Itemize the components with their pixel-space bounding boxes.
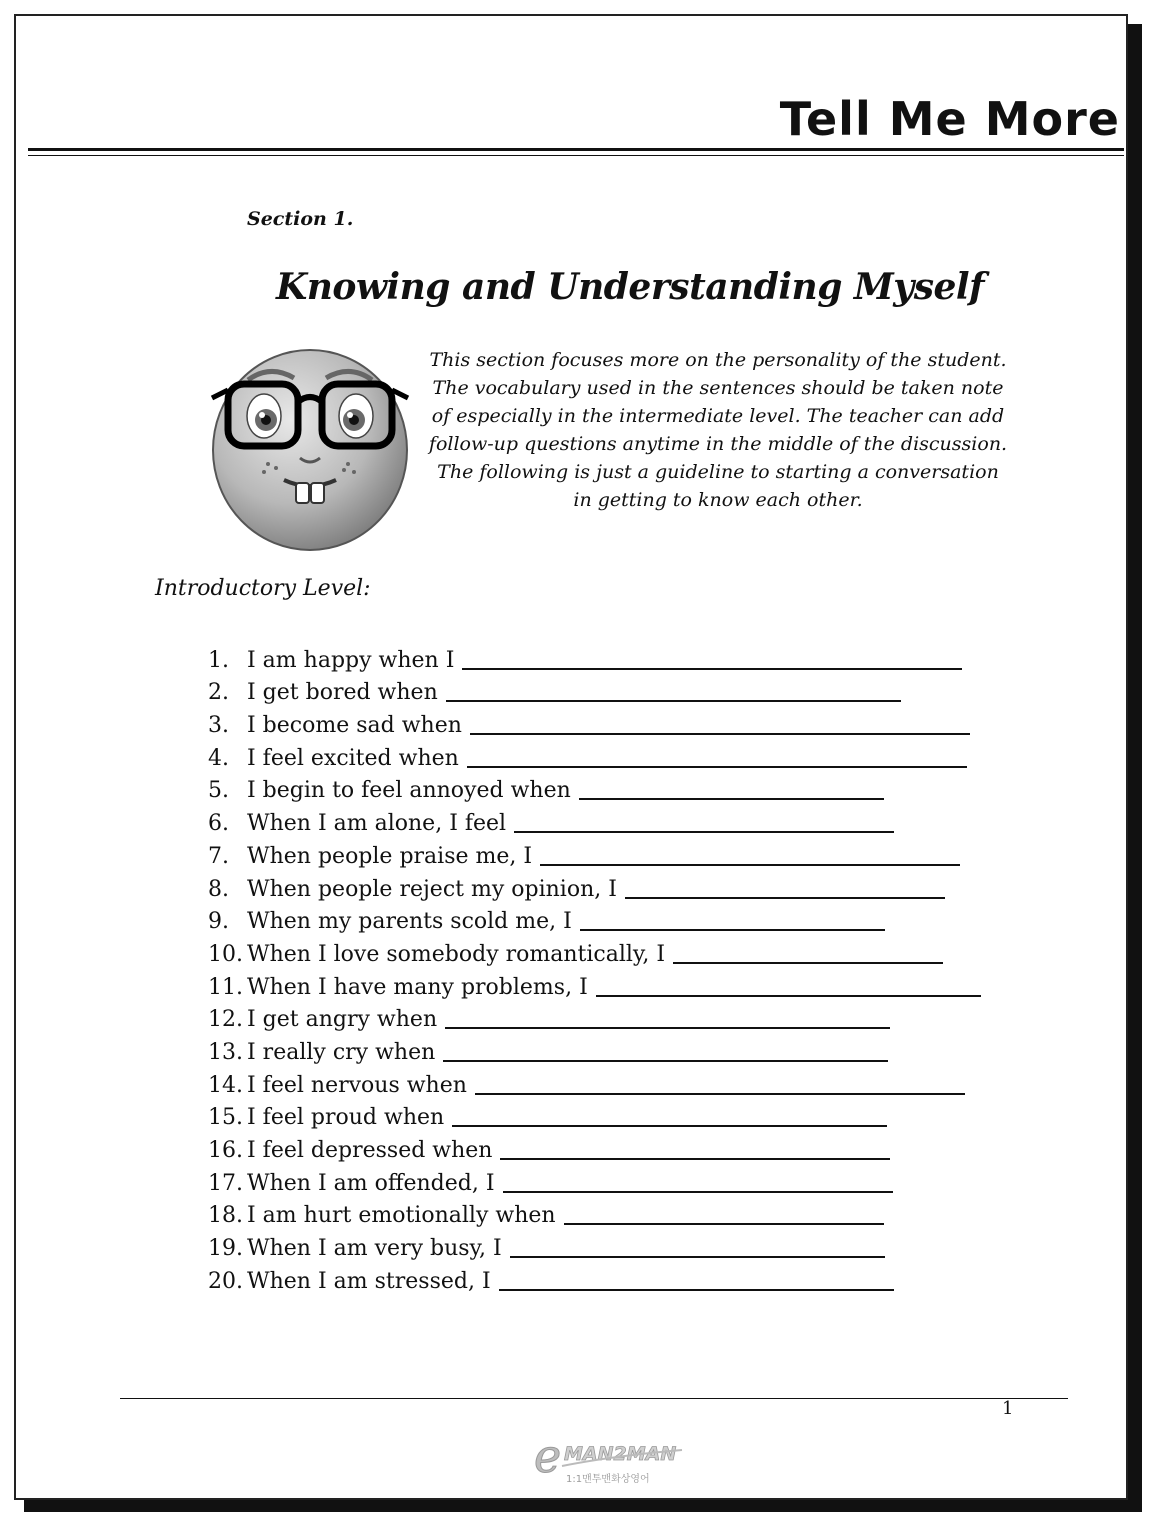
item-text: I am hurt emotionally when: [247, 1203, 556, 1229]
answer-blank[interactable]: [564, 1203, 884, 1225]
item-text: I am happy when I: [247, 647, 455, 673]
page-number: 1: [1002, 1398, 1014, 1419]
item-text: When I am stressed, I: [247, 1268, 491, 1294]
item-text: When I am very busy, I: [247, 1236, 502, 1262]
answer-blank[interactable]: [503, 1171, 893, 1193]
list-item: [208, 1098, 981, 1131]
answer-blank[interactable]: [514, 811, 894, 833]
eman2man-logo-icon: [532, 1432, 688, 1490]
list-item: [208, 705, 981, 738]
item-number: 10.: [208, 941, 243, 967]
list-item: [208, 673, 981, 706]
answer-blank[interactable]: [443, 1040, 888, 1062]
nerd-smiley-face-icon: [208, 340, 412, 552]
item-number: 16.: [208, 1138, 243, 1163]
description-line: of especially in the intermediate level. The teacher can add: [431, 405, 1005, 427]
item-text: When people reject my opinion, I: [247, 876, 617, 902]
item-text: I become sad when: [247, 713, 462, 739]
list-item: [208, 738, 981, 771]
answer-blank[interactable]: [462, 648, 962, 670]
item-number: 3.: [208, 713, 229, 739]
title-rule-thin: [28, 155, 1124, 156]
list-item: [208, 1163, 981, 1196]
item-number: 17.: [208, 1170, 243, 1196]
section-description: [412, 346, 1024, 514]
list-item: [208, 1228, 981, 1261]
item-number: 7.: [208, 843, 229, 869]
footer-rule: [120, 1398, 1068, 1399]
section-heading: Knowing and Understanding Myself: [275, 266, 985, 308]
answer-blank[interactable]: [445, 1007, 890, 1029]
item-number: 14.: [208, 1072, 243, 1098]
item-text: I really cry when: [247, 1039, 436, 1065]
title-rule-thick: [28, 148, 1124, 151]
item-number: 20.: [208, 1268, 243, 1294]
item-text: I get bored when: [247, 680, 438, 706]
answer-blank[interactable]: [580, 909, 885, 931]
list-item: [208, 803, 981, 836]
sentence-list: [208, 640, 981, 1294]
list-item: [208, 1261, 981, 1294]
item-text: I feel nervous when: [247, 1072, 467, 1098]
item-number: 15.: [208, 1105, 243, 1131]
item-number: 12.: [208, 1007, 243, 1033]
item-text: When I am alone, I feel: [247, 811, 507, 837]
item-number: 13.: [208, 1039, 243, 1065]
item-number: 9.: [208, 909, 229, 935]
answer-blank[interactable]: [499, 1269, 894, 1291]
item-text: When I have many problems, I: [247, 974, 588, 1000]
item-number: 2.: [208, 680, 229, 706]
page-shadow-right: [1128, 24, 1142, 1510]
answer-blank[interactable]: [673, 942, 943, 964]
description-line: This section focuses more on the personality of the student.: [429, 349, 1007, 371]
level-label: Introductory Level:: [155, 576, 371, 601]
document-title: Tell Me More: [779, 92, 1120, 146]
list-item: [208, 771, 981, 804]
list-item: [208, 1130, 981, 1163]
answer-blank[interactable]: [579, 778, 884, 800]
list-item: [208, 934, 981, 967]
svg-text:1:1맨투맨화상영어: 1:1맨투맨화상영어: [566, 1474, 650, 1485]
item-text: When my parents scold me, I: [247, 909, 572, 935]
section-label: Section 1.: [247, 208, 354, 230]
list-item: [208, 640, 981, 673]
svg-text:MAN2MAN: MAN2MAN: [564, 1443, 677, 1465]
list-item: [208, 967, 981, 1000]
item-number: 18.: [208, 1203, 243, 1229]
answer-blank[interactable]: [475, 1073, 965, 1095]
answer-blank[interactable]: [540, 844, 960, 866]
description-line: in getting to know each other.: [573, 489, 863, 511]
page-shadow-bottom: [24, 1500, 1142, 1512]
item-number: 4.: [208, 745, 229, 771]
item-number: 5.: [208, 778, 229, 804]
answer-blank[interactable]: [446, 680, 901, 702]
answer-blank[interactable]: [625, 877, 945, 899]
list-item: [208, 836, 981, 869]
item-number: 1.: [208, 647, 229, 673]
list-item: [208, 1196, 981, 1229]
answer-blank[interactable]: [452, 1105, 887, 1127]
item-number: 19.: [208, 1236, 243, 1262]
list-item: [208, 1000, 981, 1033]
list-item: [208, 902, 981, 935]
answer-blank[interactable]: [596, 975, 981, 997]
description-line: follow-up questions anytime in the middle of the discussion.: [428, 433, 1008, 455]
list-item: [208, 1032, 981, 1065]
item-text: I feel proud when: [247, 1105, 445, 1131]
list-item: [208, 1065, 981, 1098]
answer-blank[interactable]: [470, 713, 970, 735]
item-text: I feel excited when: [247, 745, 459, 771]
item-text: I get angry when: [247, 1007, 438, 1033]
item-number: 8.: [208, 876, 229, 902]
item-text: I feel depressed when: [247, 1138, 493, 1163]
svg-text:e: e: [534, 1432, 562, 1483]
item-number: 11.: [208, 974, 243, 1000]
list-item: [208, 869, 981, 902]
answer-blank[interactable]: [500, 1138, 890, 1160]
description-line: The following is just a guideline to starting a conversation: [437, 461, 999, 483]
item-text: I begin to feel annoyed when: [247, 778, 571, 804]
item-number: 6.: [208, 811, 229, 837]
item-text: When I love somebody romantically, I: [247, 941, 666, 967]
item-text: When people praise me, I: [247, 843, 533, 869]
item-text: When I am offended, I: [247, 1170, 495, 1196]
answer-blank[interactable]: [467, 746, 967, 768]
description-line: The vocabulary used in the sentences should be taken note: [432, 377, 1004, 399]
answer-blank[interactable]: [510, 1236, 885, 1258]
